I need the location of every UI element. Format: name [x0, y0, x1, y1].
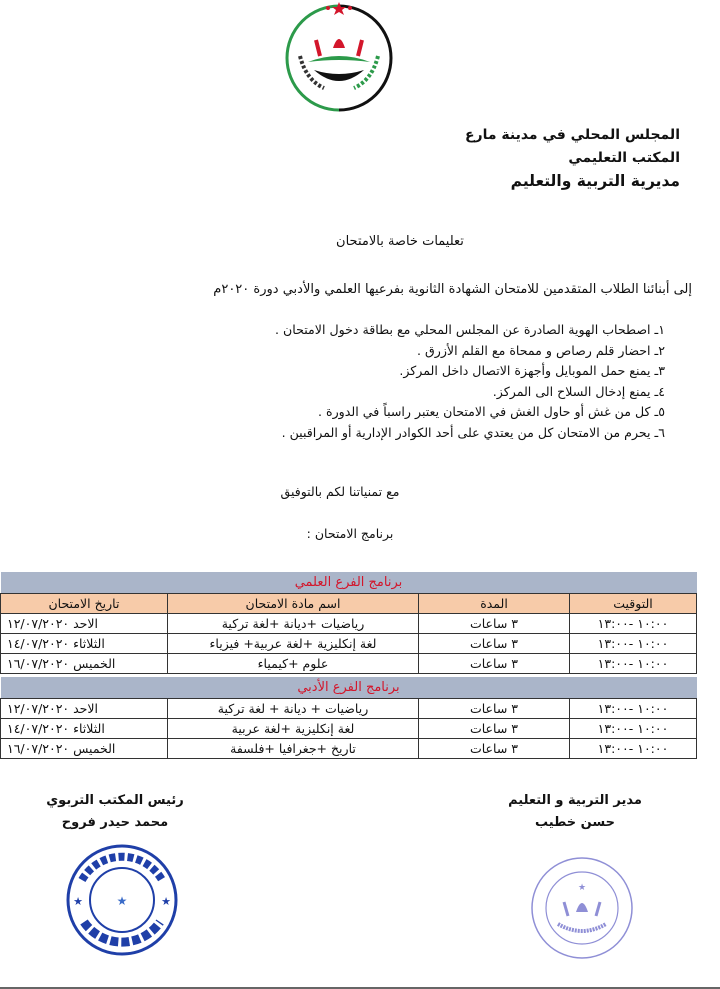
date-cell: الثلاثاء ١٤/٠٧/٢٠٢٠: [1, 719, 168, 739]
program-label: برنامج الامتحان :: [306, 526, 394, 541]
table-row: [1, 699, 697, 719]
rule-item: ٣ـ يمنع حمل الموبايل وأجهزة الاتصال داخل المركز.: [399, 363, 665, 378]
svg-text:★: ★: [116, 894, 128, 908]
date-cell: الاحد ١٢/٠٧/٢٠٢٠: [1, 614, 168, 634]
rule-item: ٤ـ يمنع إدخال السلاح الى المركز.: [492, 383, 665, 399]
table-row: [1, 739, 697, 759]
education-office: المكتب التعليمي: [568, 150, 680, 166]
subject-cell: تاريخ +جغرافيا +فلسفة: [168, 739, 419, 759]
letterhead: [465, 124, 680, 193]
table-row: [1, 614, 697, 634]
rule-item: ٥ـ كل من غش أو حاول الغش في الامتحان يعتبر راسباً في الدورة .: [318, 404, 665, 419]
date-cell: الاحد ١٢/٠٧/٢٠٢٠: [1, 699, 168, 719]
document-title: تعليمات خاصة بالامتحان: [336, 234, 464, 249]
time-cell: ١٠:٠٠ -١٣:٠٠: [570, 654, 697, 674]
rules-list: [275, 320, 665, 443]
signatory-name: محمد حيدر فروح: [61, 815, 169, 830]
directorate-name: مديرية التربية والتعليم: [510, 172, 680, 190]
date-cell: الخميس ١٦/٠٧/٢٠٢٠: [1, 739, 168, 759]
time-cell: ١٠:٠٠ -١٣:٠٠: [570, 719, 697, 739]
column-header-duration: المدة: [419, 594, 570, 614]
table-row: [1, 719, 697, 739]
table-row: [1, 634, 697, 654]
duration-cell: ٣ ساعات: [419, 699, 570, 719]
rule-item: ١ـ اصطحاب الهوية الصادرة عن المجلس المحلي مع بطاقة دخول الامتحان .: [275, 322, 665, 337]
rule-item: ٢ـ احضار قلم رصاص و ممحاة مع القلم الأزرق .: [416, 342, 665, 358]
closing-wishes: مع تمنياتنا لكم بالتوفيق: [280, 484, 400, 499]
duration-cell: ٣ ساعات: [419, 719, 570, 739]
signature-director: [500, 790, 650, 834]
duration-cell: ٣ ساعات: [419, 739, 570, 759]
local-council-name: المجلس المحلي في مدينة مارع: [464, 127, 680, 143]
section-title-scientific: برنامج الفرع العلمي: [1, 572, 697, 594]
svg-text:★: ★: [577, 883, 587, 893]
subject-cell: علوم +كيمياء: [168, 654, 419, 674]
table-header-row: [1, 594, 697, 614]
directorate-stamp: [524, 852, 640, 964]
table-row: [1, 654, 697, 674]
duration-cell: ٣ ساعات: [419, 654, 570, 674]
signature-education-office-head: [40, 790, 190, 834]
column-header-time: التوقيت: [570, 594, 697, 614]
section-title-literary: برنامج الفرع الأدبي: [1, 677, 697, 699]
subject-cell: رياضيات +ديانة +لغة تركية: [168, 614, 419, 634]
signatory-name: حسن خطيب: [535, 815, 615, 830]
subject-cell: لغة إنكليزية +لغة عربية+ فيزياء: [168, 634, 419, 654]
column-header-date: تاريخ الامتحان: [1, 594, 168, 614]
time-cell: ١٠:٠٠ -١٣:٠٠: [570, 699, 697, 719]
intro-line: إلى أبنائنا الطلاب المتقدمين للامتحان الشهادة الثانوية بفرعيها العلمي والأدبي دورة ٢٠٢٠م: [213, 282, 692, 297]
signatory-title: مدير التربية و التعليم: [508, 793, 642, 808]
exam-schedule-table: [0, 572, 697, 759]
time-cell: ١٠:٠٠ -١٣:٠٠: [570, 634, 697, 654]
subject-cell: رياضيات + ديانة + لغة تركية: [168, 699, 419, 719]
date-cell: الخميس ١٦/٠٧/٢٠٢٠: [1, 654, 168, 674]
svg-text:★: ★: [161, 895, 171, 908]
duration-cell: ٣ ساعات: [419, 614, 570, 634]
time-cell: ١٠:٠٠ -١٣:٠٠: [570, 739, 697, 759]
time-cell: ١٠:٠٠ -١٣:٠٠: [570, 614, 697, 634]
date-cell: الثلاثاء ١٤/٠٧/٢٠٢٠: [1, 634, 168, 654]
education-office-stamp: [62, 840, 182, 960]
directorate-logo: [278, 0, 400, 112]
duration-cell: ٣ ساعات: [419, 634, 570, 654]
signatory-title: رئيس المكتب التربوي: [46, 793, 184, 808]
subject-cell: لغة إنكليزية +لغة عربية: [168, 719, 419, 739]
svg-text:★: ★: [73, 895, 83, 908]
column-header-subject: اسم مادة الامتحان: [168, 594, 419, 614]
rule-item: ٦ـ يحرم من الامتحان كل من يعتدي على أحد الكوادر الإدارية أو المراقبين .: [281, 424, 665, 440]
